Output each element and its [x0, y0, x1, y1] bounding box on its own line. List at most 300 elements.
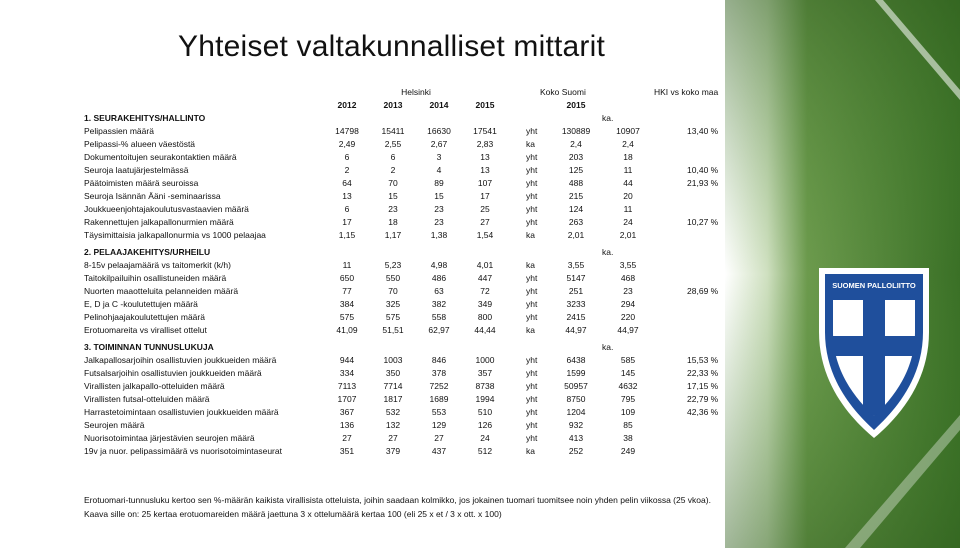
table-row [84, 311, 718, 324]
row-label: Täysimittaisia jalkapallonurmia vs 1000 pelaajaa [84, 230, 266, 240]
helsinki-value: 51,51 [382, 325, 404, 335]
scope-label: yht [526, 381, 538, 391]
helsinki-value: 7714 [383, 381, 403, 391]
helsinki-value: 944 [339, 355, 355, 365]
hki-comparison-value: 249 [620, 446, 636, 456]
hki-comparison-value: 44 [623, 178, 633, 188]
hki-percent [654, 259, 718, 272]
row-label: Nuorten maaotteluita pelanneiden määrä [84, 286, 239, 296]
helsinki-value: 6 [390, 152, 396, 162]
helsinki-value: 4,98 [430, 260, 448, 270]
helsinki-value: 357 [477, 368, 493, 378]
koko-suomi-value: 263 [568, 217, 584, 227]
helsinki-value: 378 [431, 368, 447, 378]
scope-label: yht [526, 126, 538, 136]
hki-percent [654, 324, 718, 337]
header-row-locations [84, 86, 718, 99]
blank-cell [526, 341, 550, 354]
helsinki-value: 77 [342, 286, 352, 296]
blank-cell [526, 112, 550, 125]
helsinki-value: 70 [388, 286, 398, 296]
section-ka-note: ka. [602, 342, 614, 352]
scope-label: yht [526, 420, 538, 430]
hki-comparison-value: 38 [623, 433, 633, 443]
row-label: Taitokilpailuihin osallistuneiden määrä [84, 273, 227, 283]
scope-label: ka [526, 446, 535, 456]
blank-cell [508, 177, 526, 190]
helsinki-value: 14798 [335, 126, 359, 136]
hki-comparison-value: 18 [623, 152, 633, 162]
koko-suomi-value: 3,55 [567, 260, 585, 270]
header-blank [508, 86, 526, 99]
footer-note-1: Erotuomari-tunnusluku kertoo sen %-määrän kaikista virallisista otteluista, joihin saadaan kolmikko, jos jokainen tuomari tuomitsee noin yhden pelin viikossa (25 vkoa). [84, 495, 711, 505]
blank-cell [508, 125, 526, 138]
hki-percent [654, 298, 718, 311]
table-row [84, 445, 718, 458]
scope-label: yht [526, 433, 538, 443]
hki-percent [654, 229, 718, 242]
section-title: 2. PELAAJAKEHITYS/URHEILU [84, 247, 211, 257]
hki-percent: 22,79 % [687, 394, 719, 404]
section-ka-note: ka. [602, 113, 614, 123]
helsinki-value: 550 [385, 273, 401, 283]
scope-label: ka [526, 325, 535, 335]
hki-comparison-value: 795 [620, 394, 636, 404]
helsinki-value: 558 [431, 312, 447, 322]
helsinki-value: 1817 [383, 394, 403, 404]
table-row [84, 259, 718, 272]
hki-percent: 13,40 % [687, 126, 719, 136]
table-row [84, 432, 718, 445]
helsinki-value: 7113 [337, 381, 357, 391]
footer-note-2: Kaava sille on: 25 kertaa erotuomareiden määrä jaettuna 3 x ottelumäärä kertaa 100 (eli 25 x et / 3 x ott. x 100) [84, 509, 502, 519]
helsinki-value: 27 [480, 217, 490, 227]
scope-label: ka [526, 230, 535, 240]
koko-suomi-value: 1204 [566, 407, 586, 417]
hki-comparison-value: 23 [623, 286, 633, 296]
hki-percent [654, 151, 718, 164]
koko-suomi-value: 50957 [564, 381, 588, 391]
scope-label: ka [526, 260, 535, 270]
blank-cell [508, 311, 526, 324]
koko-suomi-value: 5147 [566, 273, 586, 283]
table-row [84, 164, 718, 177]
koko-suomi-value: 1599 [566, 368, 586, 378]
row-label: Rakennettujen jalkapallonurmien määrä [84, 217, 234, 227]
helsinki-value: 13 [342, 191, 352, 201]
helsinki-value: 553 [431, 407, 447, 417]
blank-cell [462, 246, 508, 259]
koko-suomi-value: 2,4 [570, 139, 582, 149]
helsinki-value: 1,54 [476, 230, 494, 240]
koko-suomi-value: 44,97 [565, 325, 587, 335]
scope-label: yht [526, 165, 538, 175]
blank-cell [416, 341, 462, 354]
header-blank [602, 99, 654, 112]
scope-label: ka [526, 139, 535, 149]
row-label: Dokumentoitujen seurakontaktien määrä [84, 152, 237, 162]
blank-cell [508, 445, 526, 458]
table-row [84, 380, 718, 393]
blank-cell [550, 246, 602, 259]
section-title: 1. SEURAKEHITYS/HALLINTO [84, 113, 206, 123]
hki-percent [654, 138, 718, 151]
table-row [84, 203, 718, 216]
helsinki-value: 1994 [475, 394, 495, 404]
table-row [84, 272, 718, 285]
koko-suomi-value: 2,01 [567, 230, 585, 240]
koko-suomi-value: 125 [568, 165, 584, 175]
helsinki-value: 70 [388, 178, 398, 188]
row-label: Jalkapallosarjoihin osallistuvien joukkueiden määrä [84, 355, 277, 365]
hki-comparison-value: 4632 [618, 381, 638, 391]
header-year: 2013 [383, 100, 403, 110]
table-row [84, 190, 718, 203]
row-label: Pelipassi-% alueen väestöstä [84, 139, 196, 149]
helsinki-value: 27 [342, 433, 352, 443]
helsinki-value: 1000 [475, 355, 495, 365]
section-ka-note: ka. [602, 247, 614, 257]
helsinki-value: 16630 [427, 126, 451, 136]
hki-percent [654, 203, 718, 216]
hki-comparison-value: 10907 [616, 126, 640, 136]
helsinki-value: 17 [342, 217, 352, 227]
hki-percent: 21,93 % [687, 178, 719, 188]
koko-suomi-value: 8750 [566, 394, 586, 404]
row-label: Pelinohjaajakoulutettujen määrä [84, 312, 205, 322]
helsinki-value: 325 [385, 299, 401, 309]
helsinki-value: 5,23 [384, 260, 402, 270]
header-blank [526, 99, 550, 112]
row-label: Seuroja Isännän Ääni -seminaarissa [84, 191, 221, 201]
helsinki-value: 2,55 [384, 139, 402, 149]
helsinki-value: 4,01 [476, 260, 494, 270]
header-hki-vs-koko-maa: HKI vs koko maa [654, 87, 719, 97]
header-year: 2012 [337, 100, 357, 110]
blank-cell [654, 341, 718, 354]
koko-suomi-value: 251 [568, 286, 584, 296]
helsinki-value: 136 [339, 420, 355, 430]
table-row [84, 151, 718, 164]
helsinki-value: 25 [480, 204, 490, 214]
helsinki-value: 27 [388, 433, 398, 443]
helsinki-value: 846 [431, 355, 447, 365]
table-row [84, 216, 718, 229]
scope-label: yht [526, 152, 538, 162]
scope-label: yht [526, 407, 538, 417]
blank-cell [654, 112, 718, 125]
helsinki-value: 2 [344, 165, 350, 175]
helsinki-value: 15411 [381, 126, 405, 136]
helsinki-value: 11 [342, 260, 352, 270]
helsinki-value: 486 [431, 273, 447, 283]
helsinki-value: 575 [339, 312, 355, 322]
blank-cell [508, 203, 526, 216]
koko-suomi-value: 252 [568, 446, 584, 456]
helsinki-value: 72 [480, 286, 490, 296]
koko-suomi-value: 130889 [561, 126, 591, 136]
blank-cell [370, 112, 416, 125]
helsinki-value: 650 [339, 273, 355, 283]
blank-cell [508, 112, 526, 125]
blank-cell [324, 341, 370, 354]
blank-cell [370, 341, 416, 354]
blank-cell [416, 112, 462, 125]
blank-cell [462, 112, 508, 125]
helsinki-value: 350 [385, 368, 401, 378]
hki-percent: 15,53 % [687, 355, 719, 365]
koko-suomi-value: 215 [568, 191, 584, 201]
row-label: E, D ja C -koulutettujen määrä [84, 299, 198, 309]
helsinki-value: 800 [477, 312, 493, 322]
hki-comparison-value: 2,4 [622, 139, 634, 149]
helsinki-value: 132 [385, 420, 401, 430]
hki-comparison-value: 145 [620, 368, 636, 378]
table-row [84, 125, 718, 138]
hki-comparison-value: 2,01 [619, 230, 637, 240]
blank-cell [324, 246, 370, 259]
hki-comparison-value: 11 [623, 204, 633, 214]
table-row [84, 393, 718, 406]
hki-percent: 10,27 % [687, 217, 719, 227]
hki-percent [654, 445, 718, 458]
helsinki-value: 8738 [475, 381, 495, 391]
blank-cell [654, 246, 718, 259]
header-year: 2015 [475, 100, 495, 110]
helsinki-value: 27 [434, 433, 444, 443]
blank-cell [508, 341, 526, 354]
koko-suomi-value: 3233 [566, 299, 586, 309]
hki-percent [654, 272, 718, 285]
scope-label: yht [526, 191, 538, 201]
row-label: Virallisten jalkapallo-otteluiden määrä [84, 381, 225, 391]
table-row [84, 324, 718, 337]
helsinki-value: 382 [431, 299, 447, 309]
helsinki-value: 1003 [383, 355, 403, 365]
scope-label: yht [526, 217, 538, 227]
blank-cell [508, 259, 526, 272]
blank-cell [462, 341, 508, 354]
row-label: Nuorisotoimintaa järjestävien seurojen määrä [84, 433, 255, 443]
helsinki-value: 13 [480, 165, 490, 175]
row-label: Seurojen määrä [84, 420, 145, 430]
helsinki-value: 2,67 [430, 139, 448, 149]
table-row [84, 285, 718, 298]
helsinki-value: 1689 [429, 394, 449, 404]
blank-cell [508, 419, 526, 432]
blank-cell [526, 246, 550, 259]
header-row-years [84, 99, 718, 112]
blank-cell [550, 112, 602, 125]
row-label: Virallisten futsal-otteluiden määrä [84, 394, 210, 404]
scope-label: yht [526, 299, 538, 309]
header-year: 2014 [429, 100, 449, 110]
hki-percent: 22,33 % [687, 368, 719, 378]
blank-cell [508, 164, 526, 177]
row-label: Päätoimisten määrä seuroissa [84, 178, 199, 188]
blank-cell [508, 380, 526, 393]
row-label: Joukkueenjohtajakoulutusvastaavien määrä [84, 204, 249, 214]
header-blank [84, 99, 324, 112]
helsinki-value: 15 [388, 191, 398, 201]
hki-comparison-value: 44,97 [617, 325, 639, 335]
helsinki-value: 2 [390, 165, 396, 175]
helsinki-value: 7252 [429, 381, 449, 391]
koko-suomi-value: 932 [568, 420, 584, 430]
hki-comparison-value: 24 [623, 217, 633, 227]
scope-label: yht [526, 273, 538, 283]
helsinki-value: 367 [339, 407, 355, 417]
hki-comparison-value: 294 [620, 299, 636, 309]
helsinki-value: 23 [434, 217, 444, 227]
helsinki-value: 107 [477, 178, 493, 188]
blank-cell [508, 151, 526, 164]
blank-cell [508, 354, 526, 367]
helsinki-value: 510 [477, 407, 493, 417]
helsinki-value: 64 [342, 178, 352, 188]
blank-cell [508, 138, 526, 151]
row-label: Erotuomareita vs viralliset ottelut [84, 325, 207, 335]
helsinki-value: 2,49 [338, 139, 356, 149]
helsinki-value: 23 [434, 204, 444, 214]
blank-cell [508, 393, 526, 406]
hki-comparison-value: 109 [620, 407, 636, 417]
row-label: Pelipassien määrä [84, 126, 154, 136]
row-label: Futsalsarjoihin osallistuvien joukkueiden määrä [84, 368, 262, 378]
helsinki-value: 18 [388, 217, 398, 227]
helsinki-value: 129 [431, 420, 447, 430]
header-blank [508, 99, 526, 112]
blank-cell [508, 229, 526, 242]
helsinki-value: 24 [480, 433, 490, 443]
scope-label: yht [526, 368, 538, 378]
hki-comparison-value: 220 [620, 312, 636, 322]
helsinki-value: 126 [477, 420, 493, 430]
helsinki-value: 3 [436, 152, 442, 162]
table-row [84, 298, 718, 311]
page-title: Yhteiset valtakunnalliset mittarit [178, 30, 605, 63]
helsinki-value: 349 [477, 299, 493, 309]
helsinki-value: 532 [385, 407, 401, 417]
koko-suomi-value: 6438 [566, 355, 586, 365]
header-koko-suomi: Koko Suomi [540, 87, 586, 97]
blank-cell [508, 406, 526, 419]
helsinki-value: 1,15 [338, 230, 356, 240]
koko-suomi-value: 488 [568, 178, 584, 188]
blank-cell [508, 324, 526, 337]
header-blank [654, 99, 718, 112]
section-title-row [84, 112, 718, 125]
header-ks-year: 2015 [566, 100, 586, 110]
helsinki-value: 334 [339, 368, 355, 378]
blank-cell [324, 112, 370, 125]
scope-label: yht [526, 178, 538, 188]
koko-suomi-value: 203 [568, 152, 584, 162]
section-title-row [84, 341, 718, 354]
table-row [84, 138, 718, 151]
hki-comparison-value: 85 [623, 420, 633, 430]
blank-cell [508, 285, 526, 298]
helsinki-value: 384 [339, 299, 355, 309]
blank-cell [508, 367, 526, 380]
hki-percent [654, 419, 718, 432]
hki-percent: 42,36 % [687, 407, 719, 417]
hki-percent: 28,69 % [687, 286, 719, 296]
helsinki-value: 15 [434, 191, 444, 201]
helsinki-value: 41,09 [336, 325, 358, 335]
helsinki-value: 6 [344, 152, 350, 162]
section-title: 3. TOIMINNAN TUNNUSLUKUJA [84, 342, 214, 352]
helsinki-value: 1,38 [430, 230, 448, 240]
hki-comparison-value: 3,55 [619, 260, 637, 270]
helsinki-value: 62,97 [428, 325, 450, 335]
blank-cell [508, 432, 526, 445]
koko-suomi-value: 124 [568, 204, 584, 214]
scope-label: yht [526, 355, 538, 365]
helsinki-value: 447 [477, 273, 493, 283]
hki-comparison-value: 585 [620, 355, 636, 365]
helsinki-value: 89 [434, 178, 444, 188]
row-label: 8-15v pelaajamäärä vs taitomerkit (k/h) [84, 260, 231, 270]
metrics-table [84, 86, 718, 458]
scope-label: yht [526, 204, 538, 214]
table-row [84, 406, 718, 419]
helsinki-value: 437 [431, 446, 447, 456]
helsinki-value: 6 [344, 204, 350, 214]
helsinki-value: 17 [480, 191, 490, 201]
helsinki-value: 379 [385, 446, 401, 456]
helsinki-value: 1707 [337, 394, 357, 404]
hki-comparison-value: 468 [620, 273, 636, 283]
suomen-palloliitto-logo [813, 262, 935, 442]
koko-suomi-value: 2415 [566, 312, 586, 322]
hki-percent [654, 311, 718, 324]
scope-label: yht [526, 394, 538, 404]
row-label: Seuroja laatujärjestelmässä [84, 165, 189, 175]
hki-comparison-value: 11 [623, 165, 633, 175]
blank-cell [508, 246, 526, 259]
blank-cell [508, 272, 526, 285]
helsinki-value: 1,17 [384, 230, 402, 240]
table-row [84, 229, 718, 242]
hki-percent: 10,40 % [687, 165, 719, 175]
table-row [84, 177, 718, 190]
helsinki-value: 44,44 [474, 325, 496, 335]
hki-comparison-value: 20 [623, 191, 633, 201]
logo-text: SUOMEN PALLOLIITTO [832, 281, 916, 290]
blank-cell [508, 298, 526, 311]
helsinki-value: 4 [436, 165, 442, 175]
helsinki-value: 351 [339, 446, 355, 456]
koko-suomi-value: 413 [568, 433, 584, 443]
section-title-row [84, 246, 718, 259]
header-helsinki: Helsinki [401, 87, 431, 97]
helsinki-value: 63 [434, 286, 444, 296]
hki-percent [654, 432, 718, 445]
hki-percent: 17,15 % [687, 381, 719, 391]
helsinki-value: 23 [388, 204, 398, 214]
blank-cell [370, 246, 416, 259]
blank-cell [508, 216, 526, 229]
hki-percent [654, 190, 718, 203]
scope-label: yht [526, 286, 538, 296]
blank-cell [416, 246, 462, 259]
helsinki-value: 17541 [473, 126, 497, 136]
header-blank [84, 86, 324, 99]
table-row [84, 419, 718, 432]
blank-cell [508, 190, 526, 203]
helsinki-value: 575 [385, 312, 401, 322]
